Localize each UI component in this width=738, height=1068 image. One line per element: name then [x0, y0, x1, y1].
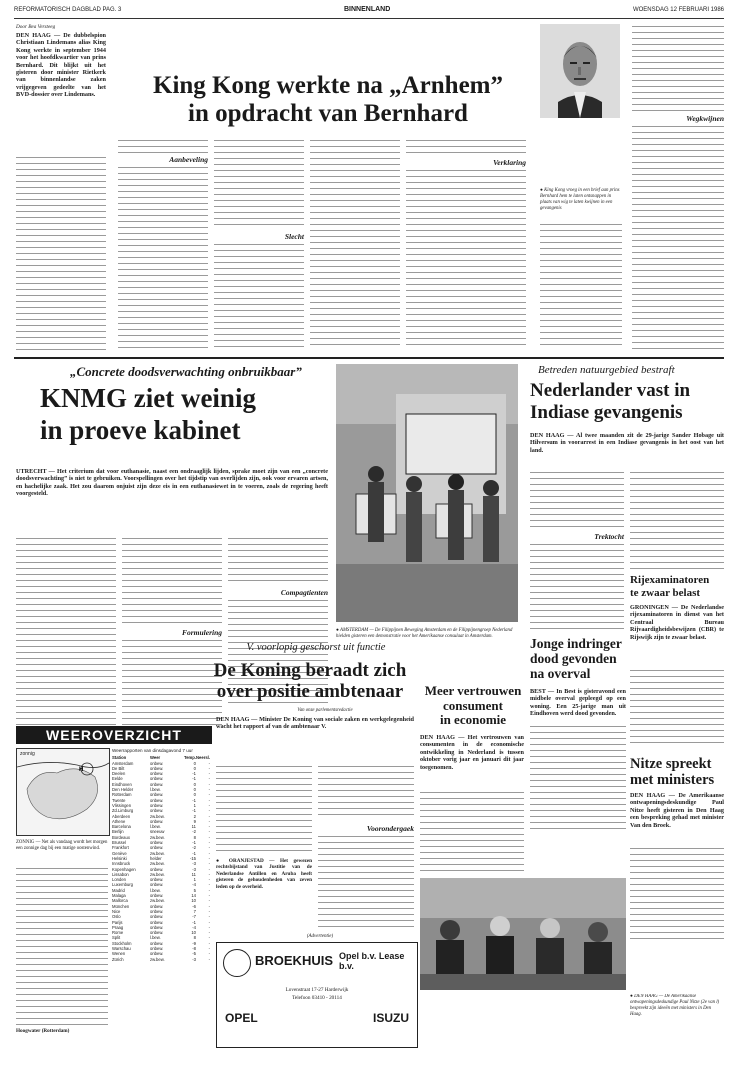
weather-condition: onbew.: [150, 808, 164, 814]
nitze-caption: ● DEN HAAG — De Amerikaanse ontwapeningsdeskundige Paul Nitze (2e van l) bespreekt zijn ideeën met ministers in Den Haag.: [630, 994, 720, 1017]
article6-subhead: Voorondergaek: [366, 824, 414, 833]
article1-body-col2b: [118, 165, 208, 350]
article2-headline: [40, 382, 290, 446]
weather-station: Wenen: [112, 951, 126, 957]
weather-temp: 0: [193, 792, 196, 798]
article1-subhead-slecht: Slecht: [284, 232, 304, 241]
weather-station: De Bilt: [112, 765, 125, 771]
weather-temp: 11: [191, 824, 196, 830]
weather-precip: -: [208, 951, 210, 957]
article4-headline-line2: dood gevonden: [530, 651, 617, 666]
article7-headline-line2: consument: [443, 697, 503, 713]
article6-body-col2a: [318, 764, 414, 820]
article2-subhead-compagtienten: Compagtienten: [280, 588, 328, 597]
article6-lead: DEN HAAG — Minister De Koning van sociale zaken en werkgelegenheid wacht het rapport af van de ambtenaar V.: [216, 716, 414, 731]
weather-station: Stockholm: [112, 940, 132, 946]
advert-box: [216, 942, 418, 1048]
article6-headline: [200, 660, 420, 702]
article8-headline-line2: met ministers: [630, 772, 715, 788]
weather-station: Londen: [112, 877, 126, 883]
weather-condition: zw.bew.: [150, 898, 165, 904]
weather-precip: -: [208, 845, 210, 851]
article2-lead: UTRECHT — Het criterium dat voor euthanasie, naast een ondraaglijk lijden, sprake moet zijn van een „concrete doodsverwachting” is niet te gebruiken. Voorspellingen over het tijdstip van overlijden zijn, ook voor ervaren artsen, en hachelijke zaak. Het zou daarom onjuist zijn deze eis in een euthanasiewet in te voeren, zoals de regering heeft voorgesteld.: [16, 468, 328, 498]
weather-precip: -: [208, 829, 210, 835]
weather-table-row: [112, 957, 212, 962]
weather-temp: 10: [191, 930, 196, 936]
article2-body-col1: [16, 536, 116, 726]
advert-phone: Telefoon 03410 - 20114: [292, 995, 342, 1001]
weather-station: Deelen: [112, 771, 126, 777]
article1-subhead-wegkwijnen: Wegkwijnen: [686, 114, 724, 123]
weather-temp: -1: [192, 919, 196, 925]
article1-body-col4: [310, 138, 400, 350]
article1-body-col3a: [214, 138, 304, 230]
weather-table-body: [112, 761, 212, 962]
weather-temp: -1: [192, 840, 196, 846]
weather-precip: -: [208, 882, 210, 888]
article2-kicker: „Concrete doodsverwachting onbruikbaar”: [70, 364, 302, 379]
weather-precip: -: [208, 787, 210, 793]
weather-condition: onbew.: [150, 765, 164, 771]
article2-headline-line2: in proeve kabinet: [40, 415, 241, 445]
article6-headline-line2: over positie ambtenaar: [216, 681, 404, 702]
weather-precip: -: [208, 834, 210, 840]
article1-subhead-aanbeveling: Aanbeveling: [169, 155, 208, 164]
weather-temp: -8: [192, 945, 196, 951]
weather-precip: -: [208, 765, 210, 771]
article1-byline: Door Bea Versteeg: [16, 24, 56, 30]
weather-temp: 11: [191, 871, 196, 877]
article1-body-col7b: [632, 124, 724, 350]
article1-body-col6: [540, 222, 622, 350]
article6-headline-line1: De Koning beraadt zich: [213, 660, 407, 681]
weather-station: Innsbruck: [112, 861, 131, 867]
article1-body-col5b: [406, 168, 526, 350]
article1-headline: [118, 72, 538, 128]
article4-headline: [530, 636, 628, 681]
weather-station: Madrid: [112, 887, 125, 893]
weather-station: Twente: [112, 797, 126, 803]
weather-precip: -: [208, 797, 210, 803]
article6-body-col2b: [318, 834, 414, 930]
weather-station: Zd.Limburg: [112, 808, 134, 814]
article4-headline-line1: Jonge indringer: [530, 636, 622, 651]
weather-station: Vlissingen: [112, 802, 132, 808]
advert-brand: BROEKHUIS: [255, 953, 334, 968]
advert-isuzu-logo: ISUZU: [373, 1011, 409, 1025]
weather-temp: -15: [189, 855, 196, 861]
weather-precip: -: [208, 781, 210, 787]
masthead-right: WOENSDAG 12 FEBRUARI 1986: [632, 7, 724, 13]
weather-condition: zw.bew.: [150, 813, 165, 819]
weather-map-image: [17, 749, 109, 835]
weather-precip: -: [208, 855, 210, 861]
weather-condition: onbew.: [150, 781, 164, 787]
weather-condition: onbew.: [150, 802, 164, 808]
weather-condition: onbew.: [150, 940, 164, 946]
article8-lead: DEN HAAG — De Amerikaanse ontwapeningsdeskundige Paul Nitze heeft gisteren in Den Haag een bespreking gehad met minister Van den Broek.: [630, 792, 724, 829]
weather-station: Luxemburg: [112, 882, 133, 888]
weather-precip: -: [208, 919, 210, 925]
weather-precip: -: [208, 760, 210, 766]
weather-condition: onbew.: [150, 908, 164, 914]
weather-table-title: Weerrapporten van dinsdagavond 7 uur: [112, 748, 193, 753]
weather-precip: -: [208, 818, 210, 824]
article7-headline-line1: Meer vertrouwen: [424, 683, 522, 698]
weather-precip: -: [208, 924, 210, 930]
article5-headline-line2: te zwaar belast: [630, 587, 701, 599]
article1-headline-line1: King Kong werkte na „Arnhem”: [153, 72, 503, 99]
article3-body-col2: [630, 470, 724, 570]
weather-temp: 2: [193, 813, 196, 819]
weather-temp: 0: [193, 787, 196, 793]
weather-station: München: [112, 903, 130, 909]
masthead: [14, 6, 724, 19]
weather-temp: -4: [192, 882, 196, 888]
weather-temp: -9: [192, 940, 196, 946]
weather-station: Zürich: [112, 956, 124, 962]
weather-temp: -1: [192, 797, 196, 803]
weather-condition: zw.bew.: [150, 861, 165, 867]
article5-headline-line1: Rijexaminatoren: [630, 574, 710, 586]
article3-body-col1b: [530, 542, 624, 632]
article2-body-col2a: [122, 536, 222, 626]
article2-subhead-formulering: Formulering: [181, 628, 222, 637]
article3-body-col1a: [530, 470, 624, 530]
weather-precip: -: [208, 908, 210, 914]
weather-station: Rotterdam: [112, 792, 132, 798]
weather-condition: onbew.: [150, 776, 164, 782]
section-divider: [14, 357, 724, 359]
weather-precip: -: [208, 792, 210, 798]
weather-station: Amsterdam: [112, 760, 134, 766]
weather-precip: -: [208, 935, 210, 941]
weather-precip: -: [208, 945, 210, 951]
weather-station: Brussel: [112, 840, 126, 846]
weather-temp: 7: [193, 908, 196, 914]
article1-body-col1: [16, 155, 106, 350]
weather-condition: onbew.: [150, 845, 164, 851]
weather-precip: -: [208, 824, 210, 830]
article3-headline: [530, 380, 726, 424]
weather-title: WEEROVERZICHT: [46, 727, 182, 743]
weather-temp: -2: [192, 829, 196, 835]
weather-condition: onbew.: [150, 818, 164, 824]
article6-byline: Van onze parlementsredactie: [297, 708, 353, 713]
weather-precip: -: [208, 893, 210, 899]
article4-headline-line3: na overval: [530, 666, 591, 681]
weather-precip: -: [208, 956, 210, 962]
weather-condition: onbew.: [150, 930, 164, 936]
weather-station: Bordeaux: [112, 834, 130, 840]
weather-station: Athene: [112, 818, 126, 824]
weather-temp: -4: [192, 924, 196, 930]
weather-temp: -2: [192, 845, 196, 851]
weather-condition: onbew.: [150, 914, 164, 920]
article7-headline: [420, 684, 526, 728]
masthead-left: REFORMATORISCH DAGBLAD PAG. 3: [14, 7, 122, 13]
weather-precip: -: [208, 808, 210, 814]
weather-precip: -: [208, 771, 210, 777]
weather-precip: -: [208, 802, 210, 808]
weather-banner: [16, 726, 212, 744]
weather-station: Eelde: [112, 776, 123, 782]
weather-precip: -: [208, 940, 210, 946]
article8-body: [630, 846, 724, 942]
weather-condition: onbew.: [150, 951, 164, 957]
weather-condition: zw.bew.: [150, 956, 165, 962]
article2-headline-line1: KNMG ziet weinig: [40, 383, 256, 413]
article1-headline-line2: in opdracht van Bernhard: [188, 100, 468, 127]
kingkong-caption: ● King Kong vroeg in een brief aan prins Bernhard hem te laten ontsnappen in plaats van wig te laten kwijnen in een gevangenis: [540, 188, 620, 211]
advert-tagline: Opel b.v. Lease b.v.: [339, 951, 405, 971]
weather-station: Kopenhagen: [112, 866, 136, 872]
section-title: BINNENLAND: [344, 6, 391, 13]
weather-station: Berlijn: [112, 829, 124, 835]
article1-body-col7a: [632, 24, 724, 112]
advert-label: (Advertentie): [306, 934, 334, 939]
article3-kicker: Betreden natuurgebied bestraft: [538, 364, 675, 376]
demonstration-caption: ● AMSTERDAM — De Filippijnen Beweging Amsterdam en de Filippijnengroep Nederland hielden gisteren een demonstratie voor het Amerikaanse consulaat in Amsterdam.: [336, 628, 513, 639]
weather-station: Frankfort: [112, 845, 129, 851]
article1-body-col2a: [118, 138, 208, 154]
weather-condition: onbew.: [150, 877, 164, 883]
weather-temp: -3: [192, 956, 196, 962]
weather-temp: 1: [193, 877, 196, 883]
weather-condition: l.bew.: [150, 787, 161, 793]
weather-temp: -3: [192, 866, 196, 872]
article8-headline: [630, 756, 726, 788]
weather-station: Aberdeen: [112, 813, 131, 819]
weather-precip: -: [208, 930, 210, 936]
weather-condition: onbew.: [150, 771, 164, 777]
weather-station: Split: [112, 935, 121, 941]
weather-temp: 0: [193, 760, 196, 766]
weather-condition: sneeuw: [150, 829, 165, 835]
nitze-photo: [420, 878, 626, 990]
weather-condition: helder: [150, 855, 162, 861]
weather-station: Mallorca: [112, 898, 128, 904]
weather-forecast: ZONNIG — Net als vandaag wordt het morgen een zonnige dag bij een matige oostenwind.: [16, 840, 108, 851]
article7-body: [420, 790, 524, 872]
weather-precip: -: [208, 840, 210, 846]
weather-station: Barcelona: [112, 824, 131, 830]
portrait-image: [540, 24, 620, 118]
weather-station: Malaga: [112, 893, 126, 899]
article4-lead: BEST — In Best is gisteravond een midbele overval gepleegd op een woning. Een 25-jarige man uit Eindhoven werd dood gevonden.: [530, 688, 626, 718]
article5-headline: [630, 574, 726, 600]
weather-temp: 8: [193, 935, 196, 941]
weather-condition: zw.bew.: [150, 871, 165, 877]
article2-body-col3a: [228, 536, 328, 586]
weather-precip: -: [208, 866, 210, 872]
col-neersl: Neersl.: [196, 755, 210, 761]
weather-precip: -: [208, 887, 210, 893]
weather-station: Praag: [112, 924, 124, 930]
article4-body: [530, 724, 626, 832]
weather-station: Lissabon: [112, 871, 129, 877]
weather-temp: -1: [192, 808, 196, 814]
article3-headline-line1: Nederlander vast in: [530, 380, 691, 401]
weather-temp: -1: [192, 850, 196, 856]
weather-condition: onbew.: [150, 893, 164, 899]
article3-headline-line2: Indiase gevangenis: [530, 402, 683, 423]
article1-body-col5a: [406, 138, 526, 156]
article3-subhead-trektocht: Trektocht: [594, 532, 624, 541]
weather-precip: -: [208, 877, 210, 883]
weather-condition: onbew.: [150, 924, 164, 930]
demonstration-photo: [336, 364, 518, 622]
weather-condition: onbew.: [150, 840, 164, 846]
broekhuis-logo-icon: [223, 949, 251, 977]
article5-body: [630, 668, 724, 748]
weather-tide-heading: Hoogwater (Rotterdam): [16, 1028, 70, 1034]
weather-table: [112, 748, 212, 962]
weather-precip: -: [208, 871, 210, 877]
svg-text:H: H: [79, 767, 84, 773]
col-temp: Temp.: [183, 755, 196, 761]
weather-temp: -6: [192, 903, 196, 909]
weather-station: Helsinki: [112, 855, 127, 861]
weather-temp: 9: [193, 818, 196, 824]
weather-condition: onbew.: [150, 919, 164, 925]
article7-headline-line3: in economie: [439, 712, 507, 727]
kingkong-photo: [540, 24, 620, 118]
weather-temp: -5: [192, 951, 196, 957]
weather-station: Warschau: [112, 945, 131, 951]
weather-temp: -1: [192, 771, 196, 777]
weather-temp: 8: [193, 834, 196, 840]
weather-forecast-body: [16, 866, 108, 1026]
weather-station: Nice: [112, 908, 121, 914]
weather-station: Genève: [112, 850, 127, 856]
weather-condition: onbew.: [150, 760, 164, 766]
weather-precip: -: [208, 850, 210, 856]
weather-temp: -3: [192, 861, 196, 867]
demonstration-image: [336, 364, 518, 622]
article7-lead: DEN HAAG — Het vertrouwen van consumenten in de economische ontwikkeling in Nederland is tussen oktober vorig jaar en januari dit jaar toegenomen.: [420, 734, 524, 771]
weather-temp: 10: [191, 898, 196, 904]
article3-lead: DEN HAAG — Al twee maanden zit de 29-jarige Sander Hobage uit Hilversum in voorarrest in een Indiase gevangenis in het oost van het land.: [530, 432, 724, 454]
nitze-image: [420, 878, 626, 990]
weather-temp: -1: [192, 776, 196, 782]
weather-precip: -: [208, 861, 210, 867]
weather-condition: onbew.: [150, 797, 164, 803]
article1-lead: DEN HAAG — De dubbelspion Christiaan Lindemans alias King Kong werkte in september 1944 voor het hoofdkwartier van prins Bernhard. Dit blijkt uit het gisteren door minister Rietkerk van binnenlandse zaken vrijgegeven gedeelte van het BVD-dossier over Lindemans.: [16, 32, 106, 99]
weather-temp: -7: [192, 914, 196, 920]
weather-condition: onbew.: [150, 903, 164, 909]
weather-condition: onbew.: [150, 866, 164, 872]
weather-temp: 5: [193, 887, 196, 893]
article5-lead: GRONINGEN — De Nederlandse rijexaminatoren in dienst van het Centraal Bureau Rijvaardigheidsbewijzen (CBR) te Rijswijk zijn te zwaar belast.: [630, 604, 724, 641]
article1-body-col3b: [214, 242, 304, 350]
article6-boxed: ● ORANJESTAD — Het gewezen rechtsbijstand van Justitie van de Nederlandse Antillen en Aruba heeft gisteren de gehoudenheden van zeven leden op de overheid.: [216, 858, 312, 890]
weather-station: Rome: [112, 930, 124, 936]
col-station: Station: [112, 755, 127, 761]
article6-kicker: V. voorlopig geschorst uit functie: [246, 642, 386, 653]
weather-condition: onbew.: [150, 882, 164, 888]
article1-subhead-verklaring: Verklaring: [493, 158, 526, 167]
weather-condition: l.bew.: [150, 887, 161, 893]
article6-body-col1: [216, 764, 312, 854]
weather-precip: -: [208, 914, 210, 920]
weather-map-label: zonnig: [20, 751, 35, 757]
weather-temp: 1: [193, 802, 196, 808]
weather-map: [16, 748, 110, 836]
weather-condition: zw.bew.: [150, 850, 165, 856]
advert-address: Lovenstraat 17-27 Harderwijk: [285, 987, 349, 993]
weather-precip: -: [208, 776, 210, 782]
weather-condition: zw.bew.: [150, 834, 165, 840]
weather-precip: -: [208, 813, 210, 819]
advert-opel-logo: OPEL: [225, 1011, 258, 1025]
weather-condition: l.bew.: [150, 935, 161, 941]
weather-station: Den Helder: [112, 787, 134, 793]
weather-condition: onbew.: [150, 945, 164, 951]
weather-station: Parijs: [112, 919, 123, 925]
weather-temp: 14: [191, 893, 196, 899]
weather-precip: -: [208, 898, 210, 904]
weather-temp: 0: [193, 781, 196, 787]
weather-condition: onbew.: [150, 792, 164, 798]
weather-condition: l.bew.: [150, 824, 161, 830]
weather-station: Oslo: [112, 914, 121, 920]
weather-precip: -: [208, 903, 210, 909]
article8-headline-line1: Nitze spreekt: [630, 756, 712, 772]
weather-station: Eindhoven: [112, 781, 132, 787]
weather-temp: 0: [193, 765, 196, 771]
col-weer: Weer: [150, 755, 161, 761]
